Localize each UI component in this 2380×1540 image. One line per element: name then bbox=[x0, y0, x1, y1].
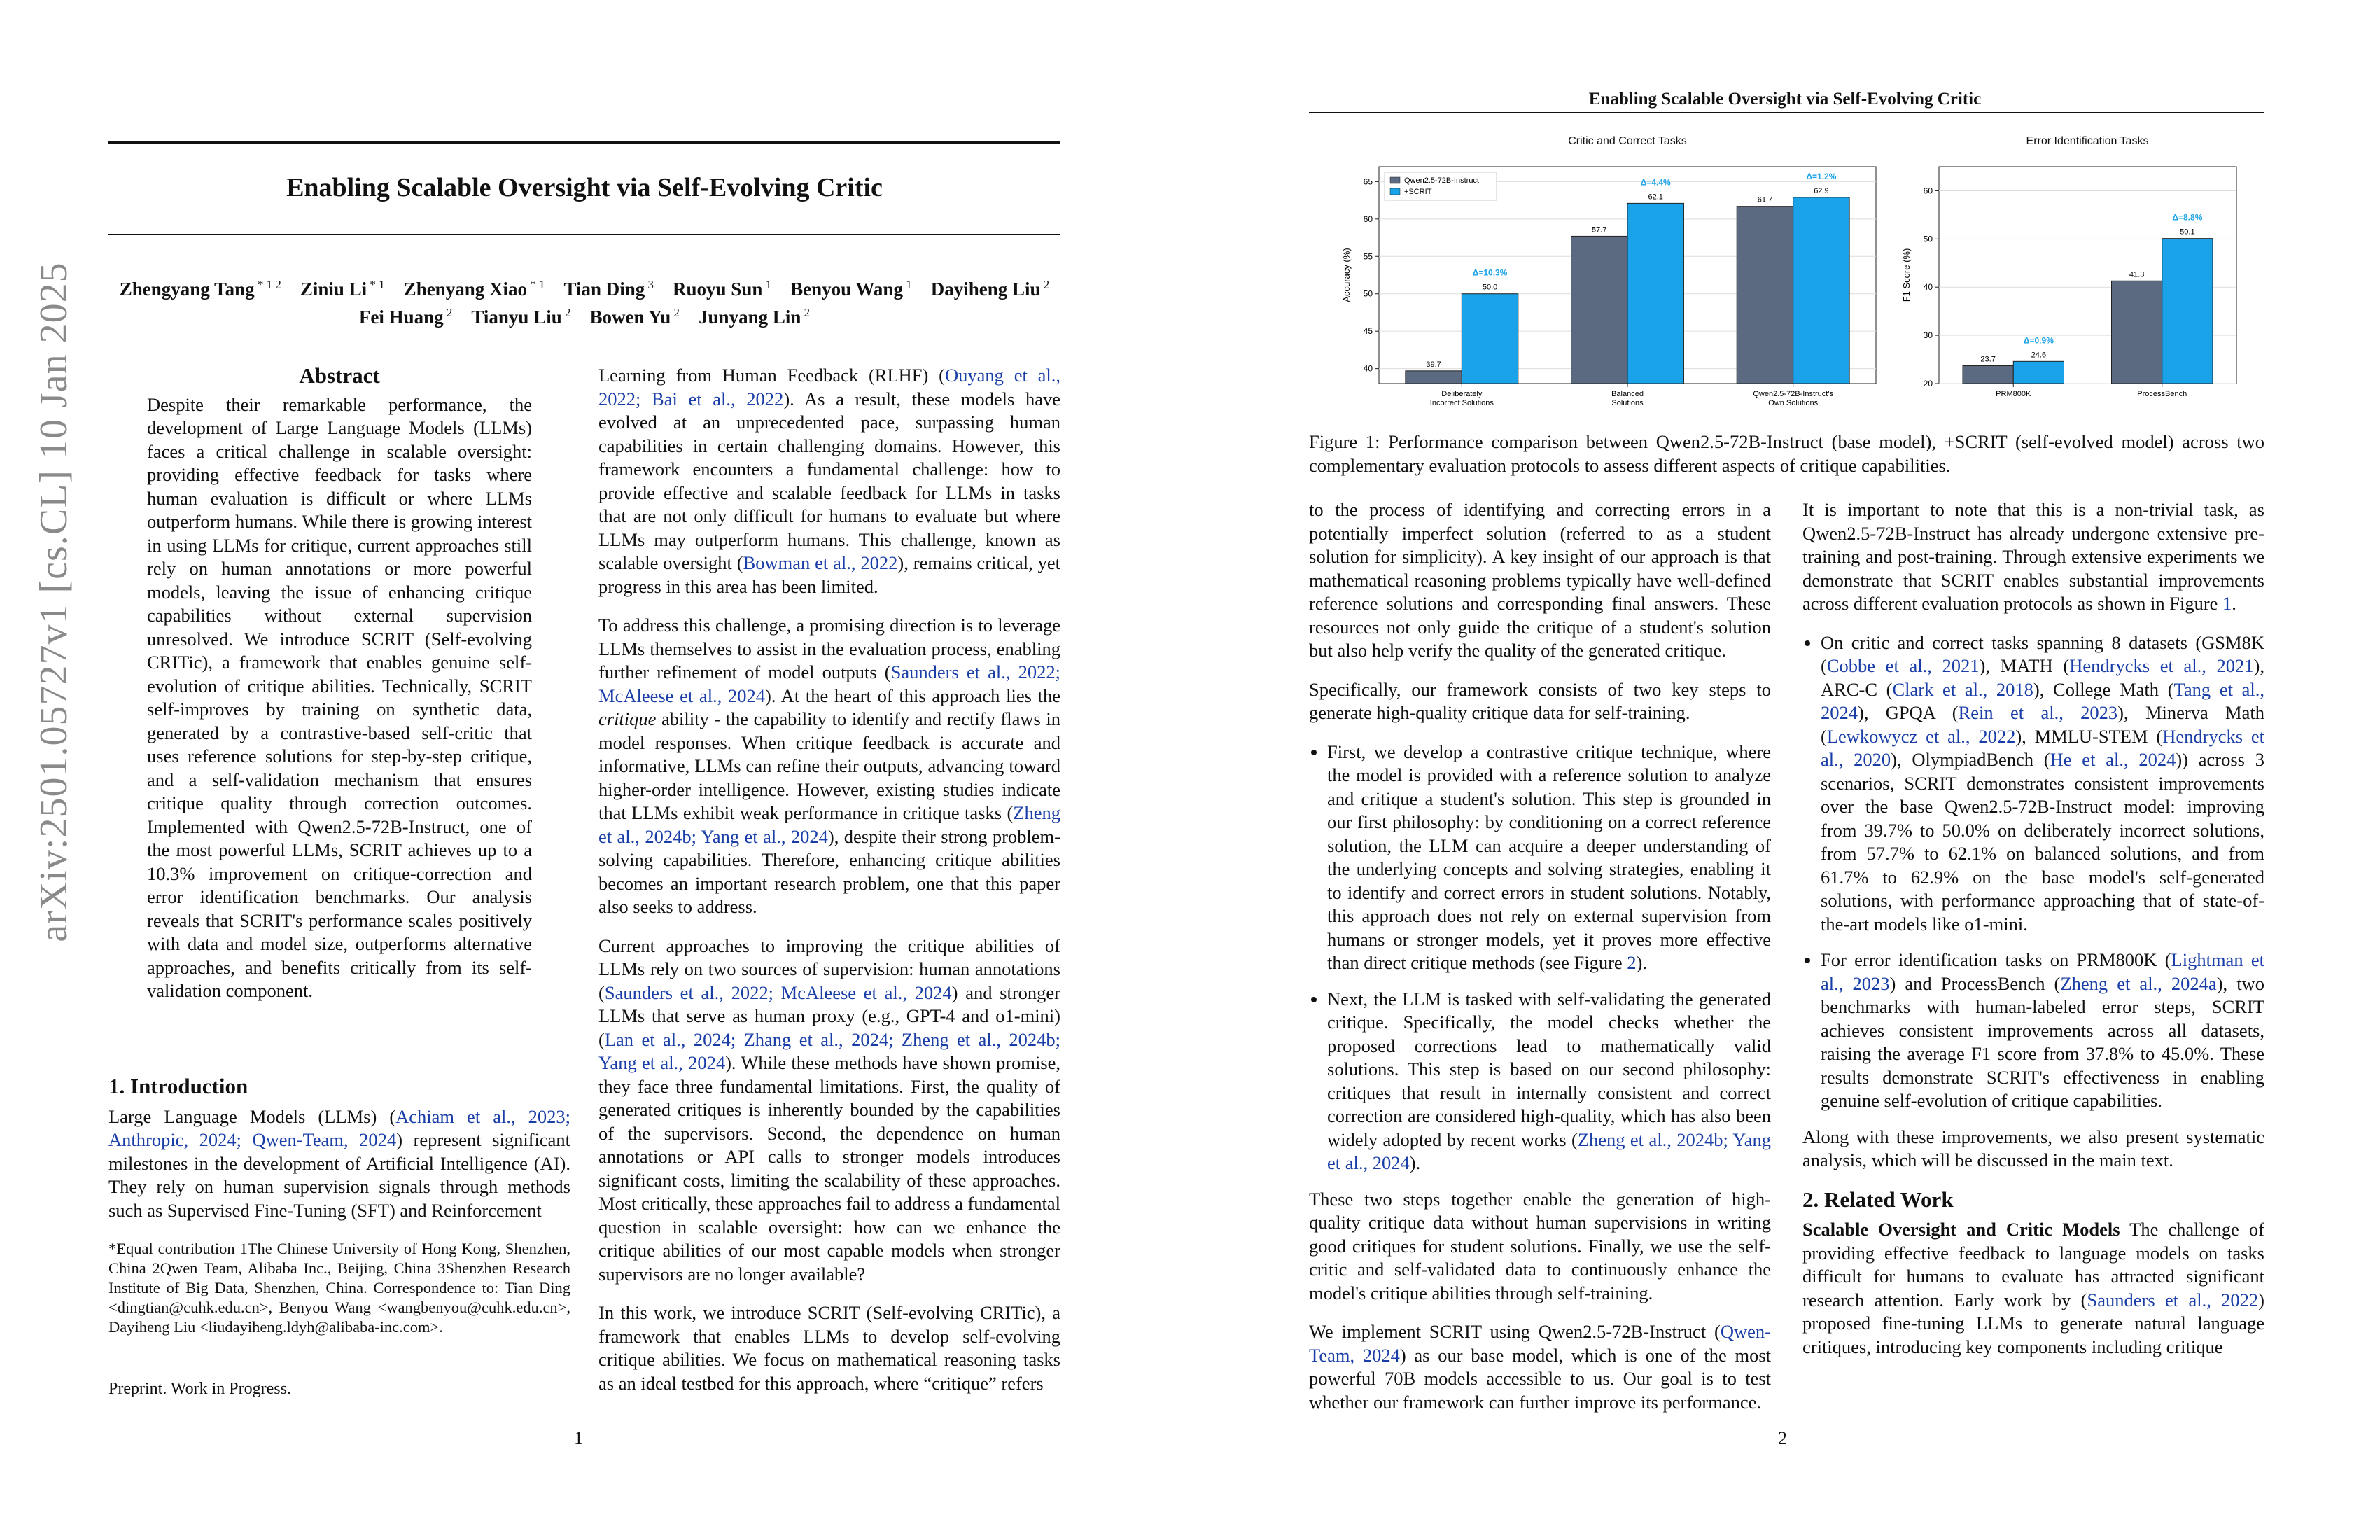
bar-value-label: 61.7 bbox=[1757, 195, 1773, 204]
y-axis-label: F1 Score (%) bbox=[1901, 248, 1912, 302]
page-number-1: 1 bbox=[574, 1428, 583, 1448]
paper-title: Enabling Scalable Oversight via Self-Evolving Critic bbox=[286, 173, 883, 202]
title-rule-top bbox=[108, 141, 1060, 144]
author-name: Dayiheng Liu bbox=[930, 279, 1041, 300]
y-tick-label: 65 bbox=[1363, 176, 1373, 187]
x-tick-label: Deliberately bbox=[1441, 390, 1483, 398]
bar-value-label: 57.7 bbox=[1592, 225, 1607, 234]
legend-swatch bbox=[1390, 177, 1400, 183]
affiliation-footnote: *Equal contribution 1The Chinese University of Hong Kong, Shenzhen, China 2Qwen Team, Alibaba Inc., Beijing, China 3Shenzhen Research Institute of Big Data, Shenzhen, China. Correspondence to: Tian Ding <dingtian@cuhk.edu.cn>, Benyou Wang <wangbenyou@cuhk.edu.cn>, Dayiheng Liu <liudayiheng.ldyh@alibaba-inc.com>. bbox=[108, 1240, 570, 1336]
delta-label: Δ=1.2% bbox=[1806, 171, 1837, 181]
x-tick-label: Own Solutions bbox=[1768, 399, 1819, 407]
author-affiliation: 1 bbox=[902, 278, 912, 291]
author-name: Tianyu Liu bbox=[471, 307, 562, 328]
author-name: Fei Huang bbox=[358, 307, 444, 328]
list-item: • First, we develop a contrastive critique technique, where the model is provided with a reference solution to analyze and critique a student's solution. This step is grounded in our first philosophy: by conditioning on a correct reference solution, the LLM can acquire a deeper understanding of the underlying concepts and solving strategies, enabling it to identify and correct errors in student solutions. Notably, this approach does not rely on external supervision from humans or stronger models, yet it proves more effective than direct critique methods (see Figure 2). bbox=[1327, 741, 1771, 975]
citation-link[interactable]: Saunders et al., 2022; McAleese et al., 2024 bbox=[604, 981, 952, 1003]
introduction-section bbox=[108, 1074, 570, 1238]
citation-link[interactable]: Ouyang et al., 2022; Bai et al., 2022 bbox=[598, 365, 1061, 410]
figure-1-caption: Figure 1: Performance comparison between Qwen2.5-72B-Instruct (base model), +SCRIT (self-evolved model) across two complementary evaluation protocols to assess different aspects of critique capabilities. bbox=[1309, 431, 2264, 476]
paragraph: To address this challenge, a promising direction is to leverage LLMs themselves to assist in the evaluation process, enabling further refinement of model outputs (Saunders et al., 2022; McAleese et al., 2024). At the heart of this approach lies the critique ability - the capability to identify and rectify flaws in model responses. When critique feedback is accurate and informative, LLMs can refine their outputs, advancing toward higher-order intelligence. However, existing studies indicate that LLMs exhibit weak performance in critique tasks (Zheng et al., 2024b; Yang et al., 2024), despite their strong problem-solving capabilities. Therefore, enhancing critique abilities becomes an important research problem, one that this paper also seeks to address. bbox=[598, 615, 1061, 917]
citation-link[interactable]: Saunders et al., 2022; McAleese et al., 2024 bbox=[598, 662, 1061, 706]
delta-label: Δ=0.9% bbox=[2023, 335, 2054, 346]
bar-scrit bbox=[1793, 197, 1849, 384]
bar-base bbox=[1406, 371, 1462, 384]
author-affiliation: * 1 2 bbox=[254, 278, 281, 291]
citation-link[interactable]: Lan et al., 2024; Zhang et al., 2024; Zheng et al., 2024b; Yang et al., 2024 bbox=[598, 1028, 1060, 1073]
list-item: • On critic and correct tasks spanning 8 datasets (GSM8K (Cobbe et al., 2021), MATH (Hendrycks et al., 2021), ARC-C (Clark et al., 2018), College Math (Tang et al., 2024), GPQA (Rein et al., 2023), Minerva Math (Lewkowycz et al., 2022), MMLU-STEM (Hendrycks et al., 2020), OlympiadBench (He et al., 2024)) across 3 scenarios, SCRIT demonstrates consistent improvements over the base Qwen2.5-72B-Instruct model: improving from 39.7% to 50.0% on deliberately incorrect solutions, from 57.7% to 62.1% on balanced solutions, and from 61.7% to 62.9% on the base model's self-generated solutions, with performance approaching that of state-of-the-art models like o1-mini. bbox=[1821, 631, 2264, 937]
bar-base bbox=[1963, 366, 2013, 384]
bar-scrit bbox=[1628, 203, 1684, 384]
chart-critic-correct bbox=[1341, 135, 1876, 407]
chart-legend bbox=[1385, 172, 1497, 200]
x-tick-label: Solutions bbox=[1611, 399, 1644, 407]
citation-link[interactable]: Zheng et al., 2024b; Yang et al., 2024 bbox=[1327, 1128, 1771, 1173]
intro-paragraph: Large Language Models (LLMs) (Achiam et al., 2023; Anthropic, 2024; Qwen-Team, 2024) represent significant milestones in the development of Artificial Intelligence (AI). They rely on human supervision signals through methods such as Supervised Fine-Tuning (SFT) and Reinforcement bbox=[108, 1105, 571, 1221]
author-affiliation: * 1 bbox=[367, 278, 385, 291]
citation-link[interactable]: Zheng et al., 2024a bbox=[2060, 972, 2217, 994]
delta-label: Δ=8.8% bbox=[2172, 212, 2203, 223]
bar-base bbox=[1737, 206, 1793, 384]
citation-link[interactable]: Rein et al., 2023 bbox=[1958, 702, 2118, 723]
legend-entry: +SCRIT bbox=[1404, 188, 1432, 196]
y-tick-label: 20 bbox=[1923, 379, 1933, 388]
delta-label: Δ=4.4% bbox=[1640, 177, 1671, 188]
author-affiliation: 2 bbox=[1040, 278, 1050, 291]
bar-scrit bbox=[2162, 239, 2213, 384]
paragraph: Current approaches to improving the critique abilities of LLMs rely on two sources of supervision: human annotations (Saunders et al., 2022; McAleese et al., 2024) and stronger LLMs that serve as human proxy (e.g., GPT-4 and o1-mini) (Lan et al., 2024; Zhang et al., 2024; Zheng et al., 2024b; Yang et al., 2024). While these methods have shown promise, they face three fundamental limitations. First, the quality of generated critiques is inherently bounded by the capabilities of the supervisors. Second, the dependence on human annotations or API calls to stronger models introduces significant costs, limiting the scalability of these approaches. Most critically, these approaches fail to address a fundamental question in scalable oversight: how can we enhance the critique abilities of our most capable models when stronger supervisors are no longer available? bbox=[598, 934, 1060, 1284]
citation-link[interactable]: Lightman et al., 2023 bbox=[1821, 949, 2264, 994]
citation-link[interactable]: Lewkowycz et al., 2022 bbox=[1826, 725, 2016, 747]
y-tick-label: 45 bbox=[1363, 326, 1373, 337]
chart-error-identification bbox=[1901, 135, 2236, 398]
figure-link[interactable]: 1 bbox=[2222, 593, 2232, 614]
author-name: Ruoyu Sun bbox=[673, 279, 763, 300]
bar-scrit bbox=[2013, 361, 2064, 384]
citation-link[interactable]: Tang et al., 2024 bbox=[1821, 678, 2264, 723]
author-line-1 bbox=[108, 273, 1060, 301]
arxiv-identifier: arXiv:2501.05727v1 [cs.CL] 10 Jan 2025 bbox=[32, 262, 76, 942]
running-head-rule bbox=[1309, 112, 2264, 113]
y-tick-label: 60 bbox=[1363, 214, 1373, 224]
page2-right-column bbox=[1802, 498, 2264, 1374]
citation-link[interactable]: Saunders et al., 2022 bbox=[2087, 1289, 2259, 1310]
author-name: Zhengyang Tang bbox=[119, 279, 255, 300]
bar-value-label: 62.9 bbox=[1814, 186, 1829, 195]
key-steps-list bbox=[1309, 741, 1771, 1175]
citation-link[interactable]: He et al., 2024 bbox=[2050, 749, 2176, 770]
author-affiliation: 3 bbox=[645, 278, 654, 291]
x-tick-label: Incorrect Solutions bbox=[1429, 399, 1494, 407]
chart-title: Error Identification Tasks bbox=[2026, 135, 2149, 147]
page2-left-column bbox=[1309, 498, 1771, 1429]
y-axis-label: Accuracy (%) bbox=[1341, 248, 1352, 302]
paragraph: It is important to note that this is a non-trivial task, as Qwen2.5-72B-Instruct has already undergone extensive pre-training and post-training. Through extensive experiments we demonstrate that SCRIT enables substantial improvements across different evaluation protocols as shown in Figure 1. bbox=[1802, 499, 2264, 614]
x-tick-label: Balanced bbox=[1611, 390, 1644, 398]
page-number-2: 2 bbox=[1778, 1428, 1787, 1448]
chart-title: Critic and Correct Tasks bbox=[1568, 135, 1687, 147]
author-name: Benyou Wang bbox=[790, 279, 903, 300]
paragraph: We implement SCRIT using Qwen2.5-72B-Instruct (Qwen-Team, 2024) as our base model, which is one of the most powerful 70B models accessible to us. Our goal is to test whether our framework can further improve its performance. bbox=[1309, 1321, 1772, 1413]
delta-label: Δ=10.3% bbox=[1472, 267, 1508, 278]
author-name: Ziniu Li bbox=[300, 279, 368, 300]
author-name: Bowen Yu bbox=[589, 307, 671, 328]
author-line-2 bbox=[108, 301, 1060, 329]
figure-link[interactable]: 2 bbox=[1627, 952, 1637, 973]
results-list bbox=[1802, 631, 2264, 1113]
y-tick-label: 40 bbox=[1923, 282, 1933, 293]
preprint-note: Preprint. Work in Progress. bbox=[108, 1380, 291, 1398]
list-item: • For error identification tasks on PRM800K (Lightman et al., 2023) and ProcessBench (Zheng et al., 2024a), two benchmarks with human-labeled error steps, SCRIT achieves consistent improvements across all datasets, raising the average F1 score from 37.8% to 45.0%. These results demonstrate SCRIT's effectiveness in enabling genuine self-evolution of critique capabilities. bbox=[1821, 948, 2264, 1113]
running-head: Enabling Scalable Oversight via Self-Evolving Critic bbox=[1588, 90, 1982, 108]
y-tick-label: 30 bbox=[1923, 330, 1933, 341]
page1-right-column bbox=[598, 364, 1060, 1410]
introduction-heading: 1. Introduction bbox=[108, 1074, 248, 1098]
bar-value-label: 50.1 bbox=[2180, 227, 2195, 237]
x-tick-label: PRM800K bbox=[1996, 390, 2031, 398]
x-tick-label: ProcessBench bbox=[2137, 390, 2188, 398]
paragraph: In this work, we introduce SCRIT (Self-evolving CRITic), a framework that enables LLMs to develop self-evolving critique abilities. We focus on mathematical reasoning tasks as an ideal testbed for this approach, where “critique” refers bbox=[598, 1302, 1060, 1394]
bar-value-label: 41.3 bbox=[2129, 270, 2145, 279]
citation-link[interactable]: Hendrycks et al., 2020 bbox=[1821, 725, 2264, 770]
author-name: Tian Ding bbox=[564, 279, 645, 300]
bar-value-label: 24.6 bbox=[2031, 351, 2047, 360]
author-list bbox=[108, 273, 1060, 329]
y-tick-label: 50 bbox=[1923, 234, 1933, 244]
citation-link[interactable]: Qwen-Team, 2024 bbox=[1309, 1321, 1771, 1366]
bar-value-label: 50.0 bbox=[1482, 283, 1498, 292]
paragraph: Learning from Human Feedback (RLHF) (Ouyang et al., 2022; Bai et al., 2022). As a result, these models have evolved at an unprecedented pace, surpassing human capabilities in certain challenging domains. However, this framework encounters a fundamental challenge: how to provide effective and scalable feedback for LLMs in tasks that are not only difficult for humans to evaluate but where LLMs may outperform humans. This challenge, known as scalable oversight (Bowman et al., 2022), remains critical, yet progress in this area has been limited. bbox=[598, 365, 1061, 597]
y-tick-label: 55 bbox=[1363, 251, 1373, 262]
citation-link[interactable]: Cobbe et al., 2021 bbox=[1826, 655, 1980, 676]
y-tick-label: 60 bbox=[1923, 186, 1933, 196]
author-affiliation: 2 bbox=[443, 306, 453, 319]
abstract-text: Despite their remarkable performance, the development of Large Language Models (LLMs) faces a critical challenge in scalable oversight: providing effective feedback for tasks where human evaluation is difficult or where LLMs outperform humans. While there is growing interest in using LLMs for critique, current approaches still rely on human annotations or more powerful models, leaving the issue of enhancing critique capabilities without external supervision unresolved. We introduce SCRIT (Self-evolving CRITic), a framework that enables genuine self-evolution of critique abilities. Technically, SCRIT self-improves by training on synthetic data, generated by a contrastive-based self-critic that uses reference solutions for step-by-step critique, and a self-validation mechanism that ensures critique quality through correction outcomes. Implemented with Qwen2.5-72B-Instruct, one of the most powerful LLMs, SCRIT achieves up to a 10.3% improvement on critique-correction and error identification benchmarks. Our analysis reveals that SCRIT's performance scales positively with data and model size, outperforms alternative approaches, and benefits critically from its self-validation component. bbox=[147, 393, 532, 1001]
legend-swatch bbox=[1390, 188, 1400, 195]
author-affiliation: 2 bbox=[671, 306, 680, 319]
bar-scrit bbox=[1462, 294, 1518, 384]
paragraph: Specifically, our framework consists of two key steps to generate high-quality critique data for self-training. bbox=[1309, 678, 1771, 723]
citation-link[interactable]: Hendrycks et al., 2021 bbox=[2069, 655, 2254, 676]
bar-value-label: 39.7 bbox=[1426, 360, 1441, 369]
paragraph: These two steps together enable the generation of high-quality critique data without human supervisions in writing good critiques for student solutions. Finally, we use the self-critic and self-validated data to continuously enhance the model's critique abilities through self-training. bbox=[1309, 1188, 1771, 1303]
paragraph: Along with these improvements, we also present systematic analysis, which will be discussed in the main text. bbox=[1802, 1126, 2264, 1170]
abstract-section bbox=[147, 364, 532, 1003]
author-name: Zhenyang Xiao bbox=[403, 279, 527, 300]
author-affiliation: 2 bbox=[801, 306, 811, 319]
author-affiliation: 1 bbox=[762, 278, 772, 291]
author-name: Junyang Lin bbox=[699, 307, 802, 328]
citation-link[interactable]: Clark et al., 2018 bbox=[1892, 678, 2033, 700]
citation-link[interactable]: Zheng et al., 2024b; Yang et al., 2024 bbox=[598, 802, 1060, 847]
related-work-heading: 2. Related Work bbox=[1802, 1186, 1954, 1212]
legend-entry: Qwen2.5-72B-Instruct bbox=[1404, 176, 1479, 185]
paragraph: to the process of identifying and correcting errors in a potentially imperfect solution (referred to as a student solution for simplicity). A key insight of our approach is that mathematical reasoning problems typically have well-defined reference solutions and corresponding final answers. These resources not only guide the critique of a student's solution but also help verify the quality of the generated critique. bbox=[1309, 499, 1771, 661]
x-tick-label: Qwen2.5-72B-Instruct's bbox=[1753, 390, 1833, 398]
abstract-heading: Abstract bbox=[299, 363, 380, 388]
list-item: • Next, the LLM is tasked with self-validating the generated critique. Specifically, the model checks whether the proposed corrections lead to mathematically valid solutions. This step is based on our second philosophy: critiques that result in internally consistent and correct correction are considered high-quality, which has also been widely adopted by recent works (Zheng et al., 2024b; Yang et al., 2024). bbox=[1327, 988, 1771, 1175]
bar-base bbox=[2112, 281, 2162, 384]
figure-1 bbox=[1309, 125, 2264, 419]
author-affiliation: * 1 bbox=[526, 278, 545, 291]
title-rule-bottom bbox=[108, 234, 1060, 235]
citation-link[interactable]: Achiam et al., 2023; Anthropic, 2024; Qwen-Team, 2024 bbox=[108, 1105, 570, 1150]
bar-value-label: 23.7 bbox=[1980, 355, 1996, 364]
bar-base bbox=[1572, 236, 1628, 384]
author-affiliation: 2 bbox=[561, 306, 571, 319]
citation-link[interactable]: Bowman et al., 2022 bbox=[743, 552, 898, 573]
paragraph: Scalable Oversight and Critic Models The challenge of providing effective feedback to language models on tasks difficult for humans to evaluate has attracted significant research attention. Early work by (Saunders et al., 2022) proposed fine-tuning LLMs to generate natural language critiques, introducing key components including critique bbox=[1802, 1219, 2264, 1357]
y-tick-label: 40 bbox=[1363, 363, 1373, 374]
bar-value-label: 62.1 bbox=[1648, 192, 1663, 202]
y-tick-label: 50 bbox=[1363, 288, 1373, 299]
